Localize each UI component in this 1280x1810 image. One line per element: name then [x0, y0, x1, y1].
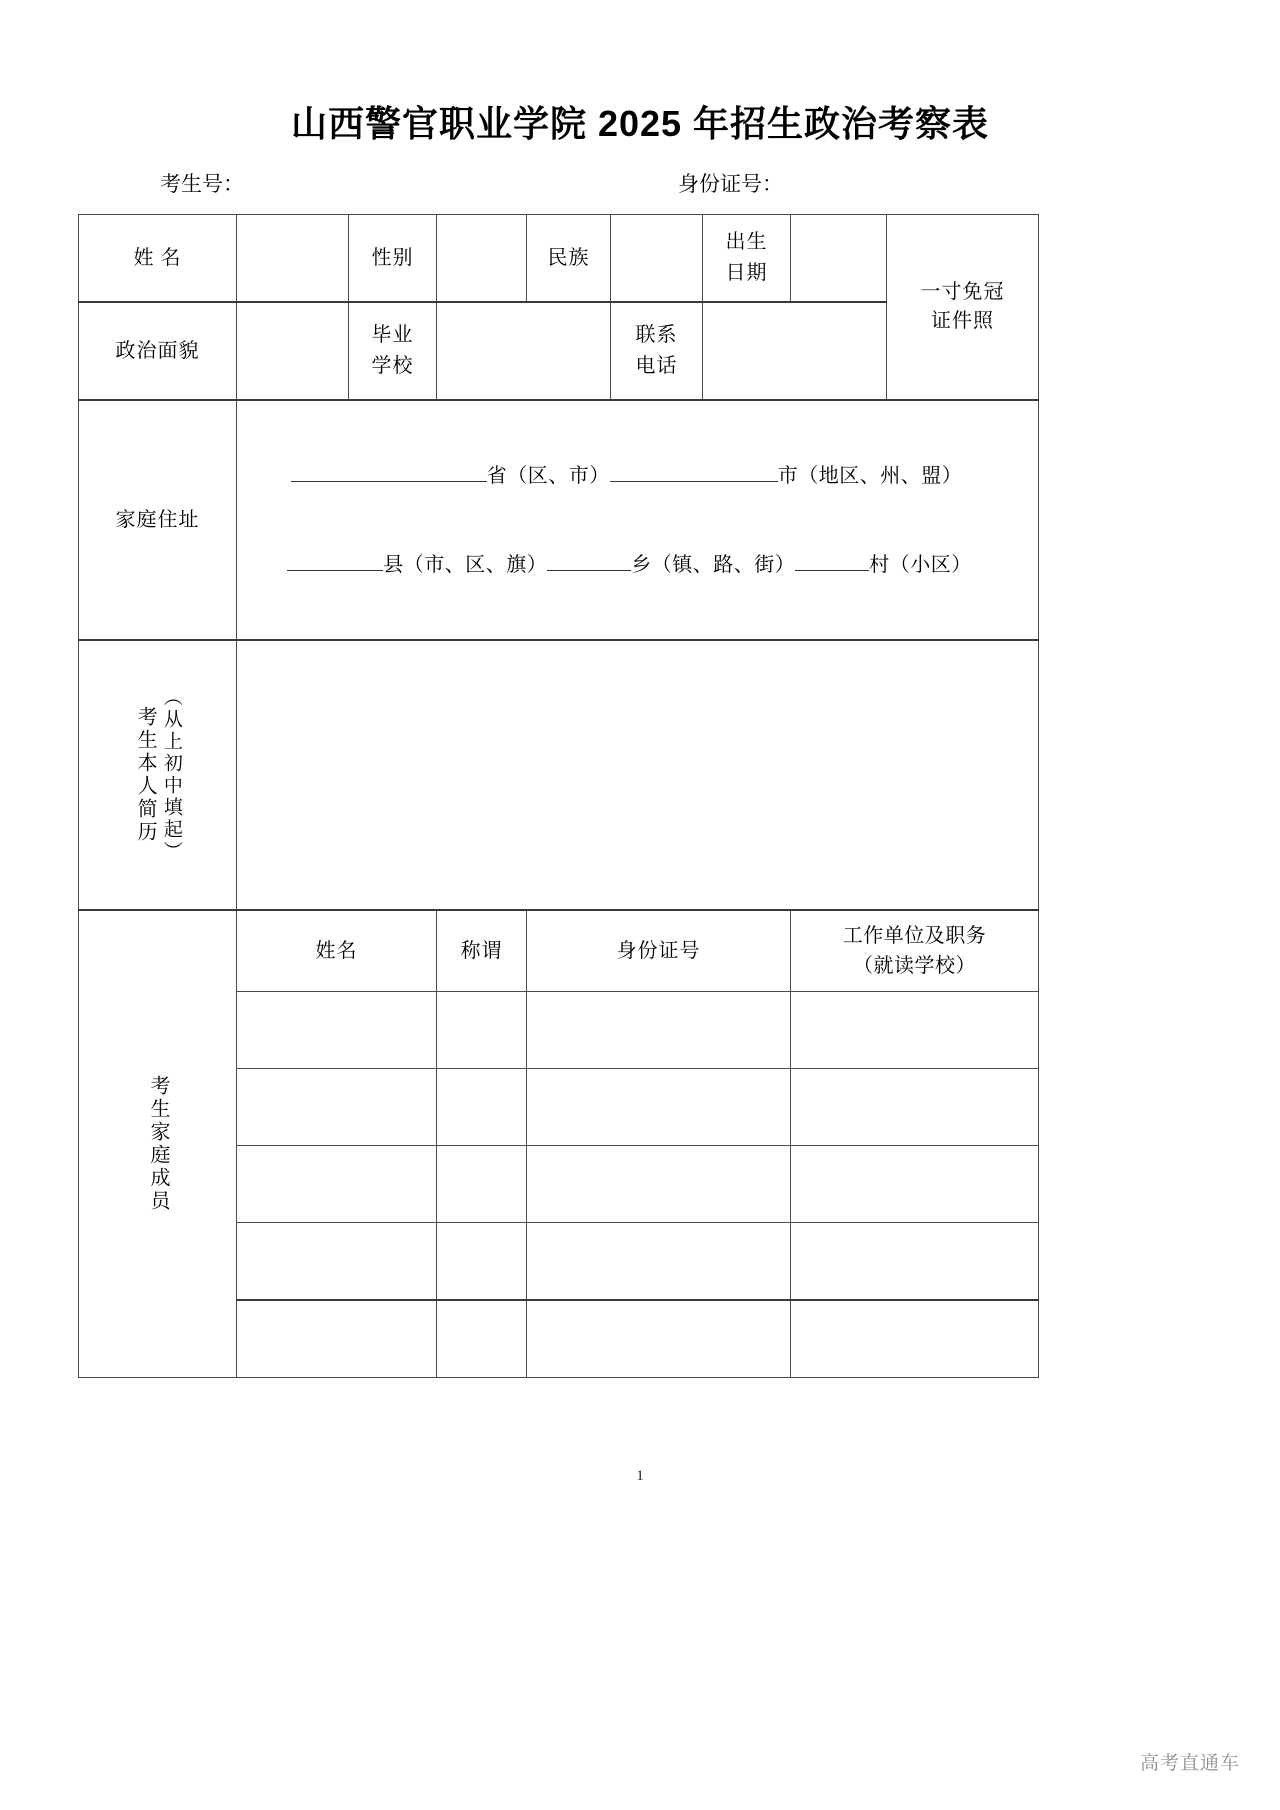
ethnicity-label: 民族	[547, 246, 590, 269]
birth-date-label-line1: 出生	[725, 231, 768, 253]
address-town-blank[interactable]	[547, 549, 631, 571]
id-card-number-label: 身份证号：	[678, 172, 783, 196]
contact-phone-label-cell	[611, 302, 703, 400]
family-members-label-wrap	[79, 1075, 236, 1213]
family-cell-work-unit[interactable]	[791, 992, 1039, 1069]
address-town-suffix: 乡（镇、路、街）	[631, 554, 796, 576]
home-address-value-cell[interactable]	[237, 400, 1039, 640]
graduate-school-label-line2: 学校	[371, 355, 414, 377]
family-header-relation-label: 称谓	[460, 939, 503, 962]
family-cell-work-unit[interactable]	[791, 1146, 1039, 1223]
page-title: 山西警官职业学院 2025 年招生政治考察表	[290, 103, 990, 144]
address-village-blank[interactable]	[795, 549, 869, 571]
family-header-work-unit-line1: 工作单位及职务	[842, 925, 987, 947]
family-members-label-cell	[79, 910, 237, 1378]
name-value-cell[interactable]	[237, 215, 349, 303]
resume-label-main: 考生本人简历	[134, 706, 157, 844]
address-province-suffix: 省（区、市）	[486, 465, 610, 487]
table-row-address	[79, 400, 1039, 640]
gender-label: 性别	[371, 246, 414, 269]
resume-label-note: （从上初中填起）	[160, 687, 182, 863]
family-cell-name[interactable]	[237, 1300, 437, 1378]
political-status-value-cell[interactable]	[237, 302, 349, 400]
contact-phone-label-line2: 电话	[635, 355, 678, 377]
gender-label-cell	[349, 215, 437, 303]
graduate-school-label-cell	[349, 302, 437, 400]
candidate-number-label: 考生号：	[160, 172, 244, 196]
resume-content-cell[interactable]	[237, 640, 1039, 910]
photo-label-line2: 证件照	[931, 310, 994, 332]
birth-date-value-cell[interactable]	[791, 215, 887, 303]
address-line-1	[237, 460, 1022, 491]
family-cell-work-unit[interactable]	[791, 1300, 1039, 1378]
photo-placeholder-cell[interactable]	[887, 215, 1039, 401]
family-cell-name[interactable]	[237, 1223, 437, 1301]
family-header-work-unit	[791, 910, 1039, 992]
family-cell-work-unit[interactable]	[791, 1069, 1039, 1146]
political-status-label: 政治面貌	[115, 339, 200, 362]
family-cell-name[interactable]	[237, 1146, 437, 1223]
family-cell-name[interactable]	[237, 992, 437, 1069]
graduate-school-value-cell[interactable]	[437, 302, 611, 400]
resume-label-cell	[79, 640, 237, 910]
contact-phone-label-line1: 联系	[635, 324, 678, 346]
family-header-relation	[437, 910, 527, 992]
family-cell-name[interactable]	[237, 1069, 437, 1146]
family-cell-work-unit[interactable]	[791, 1223, 1039, 1301]
address-village-suffix: 村（小区）	[869, 554, 972, 576]
family-cell-relation[interactable]	[437, 1300, 527, 1378]
family-cell-id[interactable]	[527, 1069, 791, 1146]
birth-date-label-cell	[703, 215, 791, 303]
name-label-cell	[79, 215, 237, 303]
page-number: 1	[636, 1468, 644, 1484]
family-cell-id[interactable]	[527, 992, 791, 1069]
political-review-form-table	[78, 214, 1039, 1378]
family-header-name-label: 姓名	[315, 939, 358, 962]
family-header-id-label: 身份证号	[616, 939, 701, 962]
family-header-work-unit-line2: （就读学校）	[853, 955, 976, 977]
watermark-label: 高考直通车	[1139, 1753, 1240, 1774]
address-city-blank[interactable]	[610, 460, 778, 482]
address-line-2	[237, 549, 1022, 580]
political-status-label-cell	[79, 302, 237, 400]
graduate-school-label-line1: 毕业	[371, 324, 414, 346]
address-city-suffix: 市（地区、州、盟）	[777, 465, 963, 487]
family-cell-id[interactable]	[527, 1223, 791, 1301]
resume-label-vertical-wrap	[79, 635, 236, 915]
address-county-suffix: 县（市、区、旗）	[383, 554, 548, 576]
family-cell-id[interactable]	[527, 1300, 791, 1378]
family-cell-relation[interactable]	[437, 1223, 527, 1301]
table-row-basic-1	[79, 215, 1039, 303]
address-province-blank[interactable]	[291, 460, 487, 482]
family-cell-relation[interactable]	[437, 1069, 527, 1146]
home-address-label: 家庭住址	[115, 508, 200, 531]
family-cell-relation[interactable]	[437, 1146, 527, 1223]
address-county-blank[interactable]	[287, 549, 383, 571]
ethnicity-value-cell[interactable]	[611, 215, 703, 303]
table-row-family-header	[79, 910, 1039, 992]
ethnicity-label-cell	[527, 215, 611, 303]
birth-date-label-line2: 日期	[725, 262, 768, 284]
family-members-label: 考生家庭成员	[147, 1075, 169, 1213]
family-header-name	[237, 910, 437, 992]
gender-value-cell[interactable]	[437, 215, 527, 303]
family-cell-id[interactable]	[527, 1146, 791, 1223]
home-address-label-cell	[79, 400, 237, 640]
subheader-row	[78, 168, 1038, 202]
name-label: 姓 名	[133, 246, 182, 269]
family-cell-relation[interactable]	[437, 992, 527, 1069]
table-row-resume	[79, 640, 1039, 910]
contact-phone-value-cell[interactable]	[703, 302, 887, 400]
family-header-id	[527, 910, 791, 992]
photo-label-line1: 一寸免冠	[920, 281, 1005, 303]
